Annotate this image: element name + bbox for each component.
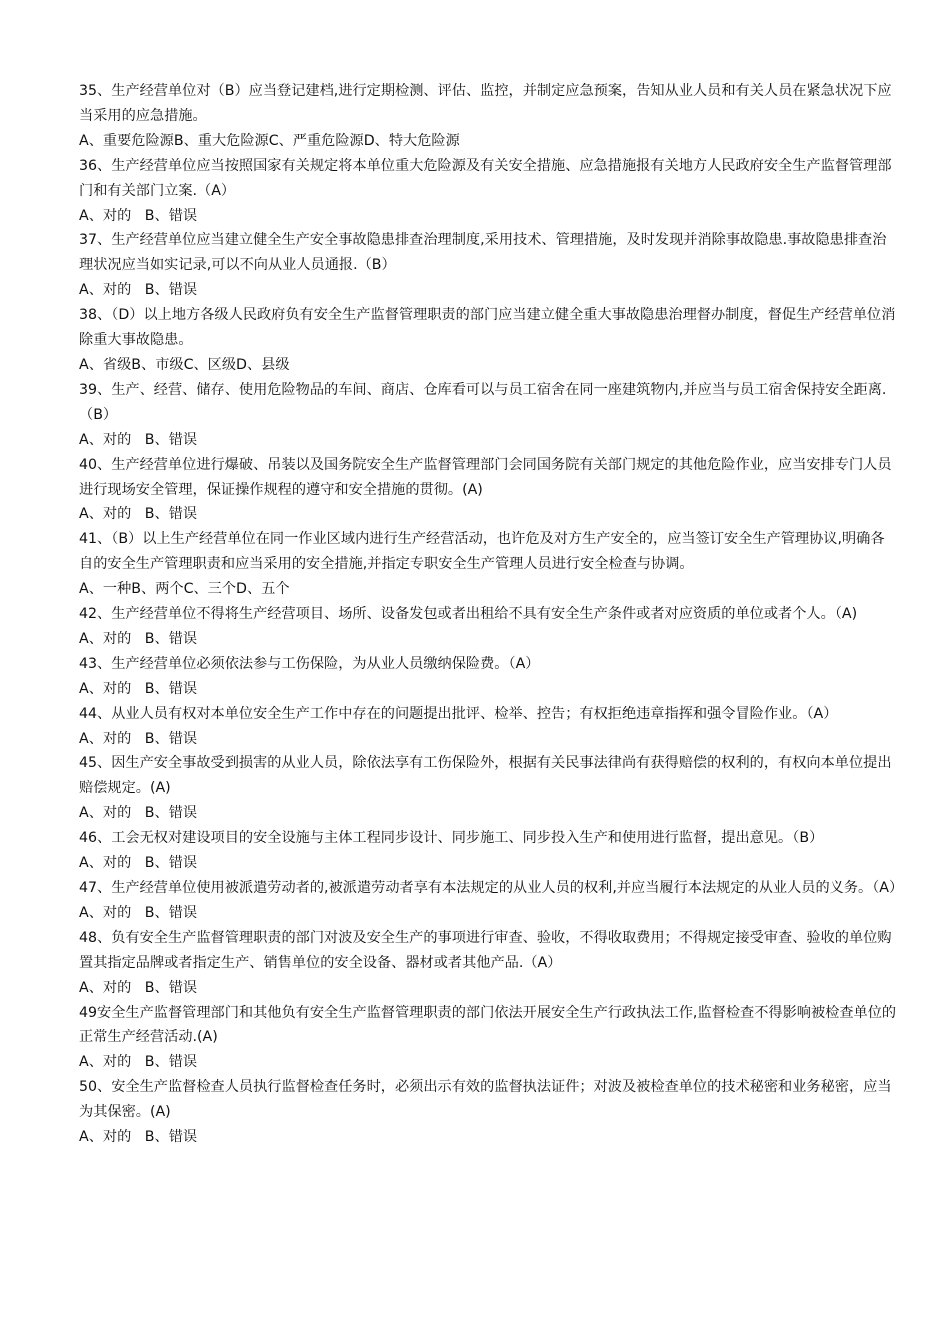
question-text: 46、工会无权对建设项目的安全设施与主体工程同步设计、同步施工、同步投入生产和使用进行监督，提出意见。（B） [79, 830, 824, 847]
question-text: 43、生产经营单位必须依法参与工伤保险，为从业人员缴纳保险费。（A） [79, 655, 540, 672]
question-text: 47、生产经营单位使用被派遣劳动者的,被派遣劳动者享有本法规定的从业人员的权利,并应当履行本法规定的从业人员的义务。（A） [79, 880, 904, 896]
answer-options: A、重要危险源B、重大危险源C、严重危险源D、特大危险源 [79, 132, 460, 149]
answer-options: A、对的 B、错误 [79, 207, 198, 224]
answer-options: A、一种B、两个C、三个D、五个 [79, 581, 290, 598]
question-text: 44、从业人员有权对本单位安全生产工作中存在的问题提出批评、检举、控告；有权拒绝违章指挥和强令冒险作业。（A） [79, 705, 838, 722]
question-text: 36、生产经营单位应当按照国家有关规定将本单位重大危险源及有关安全措施、应急措施报有关地方人民政府安全生产监督管理部门和有关部门立案.（A） [79, 157, 892, 199]
question-text: 37、生产经营单位应当建立健全生产安全事故隐患排查治理制度,采用技术、管理措施，及时发现并消除事故隐患.事故隐患排查治理状况应当如实记录,可以不向从业人员通报.（B） [79, 232, 887, 274]
answer-options: A、对的 B、错误 [79, 1054, 198, 1071]
question-item [79, 926, 898, 1001]
question-text: 50、安全生产监督检查人员执行监督检查任务时，必须出示有效的监督执法证件；对波及被检查单位的技术秘密和业务秘密，应当为其保密。(A) [79, 1079, 892, 1121]
question-item [79, 303, 898, 378]
answer-options: A、对的 B、错误 [79, 979, 198, 996]
answer-options: A、对的 B、错误 [79, 855, 198, 872]
question-item [79, 702, 898, 752]
answer-options: A、省级B、市级C、区级D、县级 [79, 356, 290, 373]
question-item [79, 154, 898, 229]
question-item [79, 453, 898, 528]
question-item [79, 1001, 898, 1076]
question-item [79, 527, 898, 602]
question-item [79, 652, 898, 702]
answer-options: A、对的 B、错误 [79, 1129, 198, 1146]
question-text: 48、负有安全生产监督管理职责的部门对波及安全生产的事项进行审查、验收，不得收取费用；不得规定接受审查、验收的单位购置其指定品牌或者指定生产、销售单位的安全设备、器材或者其他产品.（A） [79, 929, 892, 971]
question-item [79, 751, 898, 826]
question-text: 39、生产、经营、储存、使用危险物品的车间、商店、仓库看可以与员工宿舍在同一座建筑物内,并应当与员工宿舍保持安全距离.（B） [79, 381, 887, 423]
question-item [79, 228, 898, 303]
question-item [79, 876, 904, 926]
question-text: 49安全生产监督管理部门和其他负有安全生产监督管理职责的部门依法开展安全生产行政执法工作,监督检查不得影响被检查单位的正常生产经营活动.(A) [79, 1004, 897, 1046]
question-item [79, 826, 898, 876]
question-item [79, 1075, 898, 1150]
answer-options: A、对的 B、错误 [79, 282, 198, 299]
question-text: 35、生产经营单位对（B）应当登记建档,进行定期检测、评估、监控，并制定应急预案，告知从业人员和有关人员在紧急状况下应当采用的应急措施。 [79, 83, 892, 124]
answer-options: A、对的 B、错误 [79, 730, 198, 747]
question-text: 40、生产经营单位进行爆破、吊装以及国务院安全生产监督管理部门会同国务院有关部门规定的其他危险作业，应当安排专门人员进行现场安全管理，保证操作规程的遵守和安全措施的贯彻。(A) [79, 456, 892, 498]
answer-options: A、对的 B、错误 [79, 904, 198, 921]
question-text: 45、因生产安全事故受到损害的从业人员，除依法享有工伤保险外，根据有关民事法律尚有获得赔偿的权利的，有权向本单位提出赔偿规定。(A) [79, 755, 892, 797]
answer-options: A、对的 B、错误 [79, 506, 198, 523]
answer-options: A、对的 B、错误 [79, 431, 198, 448]
question-text: 42、生产经营单位不得将生产经营项目、场所、设备发包或者出租给不具有安全生产条件或者对应资质的单位或者个人。（A) [79, 606, 858, 623]
answer-options: A、对的 B、错误 [79, 805, 198, 822]
question-text: 41、（B）以上生产经营单位在同一作业区域内进行生产经营活动，也许危及对方生产安全的，应当签订安全生产管理协议,明确各自的安全生产管理职责和应当采用的安全措施,并指定专职安全生产管理人员进行安全检查与协调。 [79, 531, 885, 573]
answer-options: A、对的 B、错误 [79, 630, 198, 647]
question-item [79, 79, 898, 154]
answer-options: A、对的 B、错误 [79, 680, 198, 697]
question-item [79, 602, 898, 652]
question-text: 38、（D）以上地方各级人民政府负有安全生产监督管理职责的部门应当建立健全重大事故隐患治理督办制度，督促生产经营单位消除重大事故隐患。 [79, 307, 896, 349]
question-item [79, 378, 898, 453]
